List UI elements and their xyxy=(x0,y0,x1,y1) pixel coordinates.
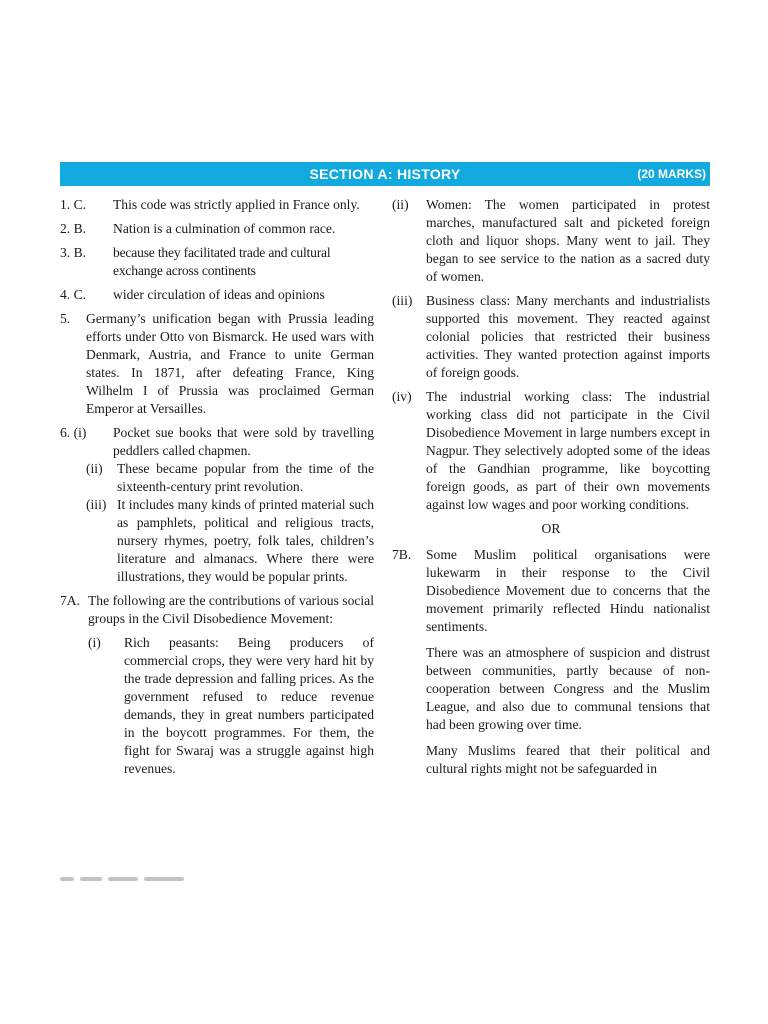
answer-7a-iv xyxy=(392,388,710,514)
answer-4 xyxy=(60,286,374,304)
answer-7a-iii xyxy=(392,292,710,382)
answer-text: It includes many kinds of printed material such as pamphlets, political and religious tracts, nursery rhymes, poetry, folk tales, children’s literature and almanacs. Where there were illustrations, they would be popular prints. xyxy=(117,497,374,584)
answer-text: Pocket sue books that were sold by travelling peddlers called chapmen. xyxy=(113,425,374,458)
answer-number: (ii) xyxy=(392,197,409,212)
answer-text: Women: The women participated in protest marches, manufactured salt and picketed foreign cloth and liquor shops. Many went to jail. They began to see service to the nation as a sacred duty of women. xyxy=(426,197,710,284)
section-title: SECTION A: HISTORY xyxy=(309,166,461,182)
left-column xyxy=(60,196,374,778)
answer-7b-paragraph-2: There was an atmosphere of suspicion and distrust between communities, partly because of non-cooperation between Congress and the Muslim League, and also due to communal tensions that had been growing over time. xyxy=(426,645,710,732)
answer-number: 5. xyxy=(60,311,71,326)
answer-number: 6. (i) xyxy=(60,425,87,440)
answer-number: 3. B. xyxy=(60,245,87,260)
answer-text: Business class: Many merchants and industrialists supported this movement. They reacted against colonial policies that restricted their business activities. They wanted protection against imports of foreign goods. xyxy=(426,293,710,380)
cut-off-footer-text xyxy=(60,868,240,874)
answer-text: because they facilitated trade and cultural exchange across continents xyxy=(113,245,331,278)
answer-2 xyxy=(60,220,374,238)
answer-number: 7A. xyxy=(60,593,81,608)
answer-5 xyxy=(60,310,374,418)
answer-6-ii xyxy=(86,460,374,496)
answer-number: (iii) xyxy=(86,497,107,512)
answer-7b-paragraph-3: Many Muslims feared that their political and cultural rights might not be safeguarded in xyxy=(426,743,710,776)
answer-number: (iii) xyxy=(392,293,413,308)
answer-6-iii xyxy=(86,496,374,586)
section-header-bar xyxy=(60,162,710,186)
answer-number: 1. C. xyxy=(60,197,87,212)
answer-number: (ii) xyxy=(86,461,103,476)
answer-number: 4. C. xyxy=(60,287,87,302)
answer-number: 7B. xyxy=(392,547,412,562)
answer-7a-i xyxy=(88,634,374,778)
answer-text: Some Muslim political organisations were lukewarm in their response to the Civil Disobedience Movement due to concerns that the movement primarily reflected Hindu nationalist sentiments. xyxy=(426,547,710,634)
right-column xyxy=(392,196,710,778)
answer-6-i xyxy=(60,424,374,460)
or-divider: OR xyxy=(541,521,561,536)
answer-3 xyxy=(60,244,374,280)
answer-number: 2. B. xyxy=(60,221,87,236)
answer-text: Nation is a culmination of common race. xyxy=(113,221,336,236)
answer-7a xyxy=(60,592,374,628)
answer-text: Germany’s unification began with Prussia leading efforts under Otto von Bismarck. He used wars with Denmark, Austria, and France to unite German states. In 1871, after defeating France, King Wilhelm I of Prussia was proclaimed German Emperor at Versailles. xyxy=(86,311,374,416)
answer-text: These became popular from the time of the sixteenth-century print revolution. xyxy=(117,461,374,494)
answer-number: (iv) xyxy=(392,389,412,404)
answer-text: The following are the contributions of various social groups in the Civil Disobedience Movement: xyxy=(88,593,374,626)
answer-text: This code was strictly applied in France only. xyxy=(113,197,360,212)
answer-text: The industrial working class: The industrial working class did not participate in the Civil Disobedience Movement in large numbers except in Nagpur. They selectively adopted some of the ideas of the Gandhian programme, like boycotting foreign goods, as part of their own movements against low wages and poor working conditions. xyxy=(426,389,710,512)
answer-7a-ii xyxy=(392,196,710,286)
answer-1 xyxy=(60,196,374,214)
answer-text: wider circulation of ideas and opinions xyxy=(113,287,325,302)
section-marks: (20 MARKS) xyxy=(637,167,706,181)
answer-7b xyxy=(392,546,710,636)
answer-number: (i) xyxy=(88,635,101,650)
answer-text: Rich peasants: Being producers of commercial crops, they were very hard hit by the trade depression and falling prices. As the government refused to reduce revenue demands, they in great numbers participated in the boycott programmes. For them, the fight for Swaraj was a struggle against high revenues. xyxy=(124,635,374,776)
